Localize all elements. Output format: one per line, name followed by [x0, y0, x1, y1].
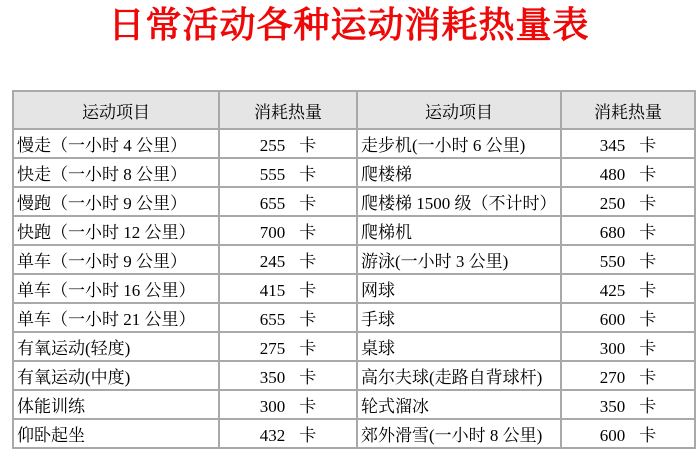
table-header — [13, 91, 695, 129]
left-value-cell — [219, 187, 357, 216]
right-unit: 卡 — [639, 223, 657, 242]
right-unit: 卡 — [639, 252, 657, 271]
left-unit: 卡 — [299, 281, 317, 300]
left-activity-cell: 快跑（一小时 12 公里） — [13, 216, 219, 245]
left-unit: 卡 — [299, 397, 317, 416]
left-value: 415 — [259, 281, 286, 300]
left-unit: 卡 — [299, 223, 317, 242]
table-row — [13, 129, 695, 158]
left-value: 275 — [259, 339, 286, 358]
left-value-cell — [219, 245, 357, 274]
left-activity-cell: 仰卧起坐 — [13, 419, 219, 448]
left-value-cell — [219, 274, 357, 303]
right-value-cell — [561, 216, 695, 245]
right-activity-cell: 网球 — [357, 274, 561, 303]
table-row — [13, 303, 695, 332]
calorie-table — [12, 90, 696, 449]
left-value: 700 — [259, 223, 286, 242]
left-value: 300 — [259, 397, 286, 416]
table-row — [13, 361, 695, 390]
left-unit: 卡 — [299, 165, 317, 184]
right-unit: 卡 — [639, 281, 657, 300]
right-activity-cell: 爬楼梯 1500 级（不计时） — [357, 187, 561, 216]
right-value: 480 — [599, 165, 626, 184]
right-activity-cell: 郊外滑雪(一小时 8 公里) — [357, 419, 561, 448]
right-activity-cell: 游泳(一小时 3 公里) — [357, 245, 561, 274]
table-row — [13, 332, 695, 361]
table-row — [13, 390, 695, 419]
right-value: 680 — [599, 223, 626, 242]
table-row — [13, 245, 695, 274]
right-value-cell — [561, 332, 695, 361]
right-activity-cell: 手球 — [357, 303, 561, 332]
left-unit: 卡 — [299, 368, 317, 387]
table-row — [13, 216, 695, 245]
left-value-cell — [219, 129, 357, 158]
right-activity-cell: 走步机(一小时 6 公里) — [357, 129, 561, 158]
left-activity-cell: 有氧运动(中度) — [13, 361, 219, 390]
table-row — [13, 274, 695, 303]
right-activity-cell: 轮式溜冰 — [357, 390, 561, 419]
right-unit: 卡 — [639, 426, 657, 445]
right-unit: 卡 — [639, 136, 657, 155]
left-activity-cell: 单车（一小时 16 公里） — [13, 274, 219, 303]
right-unit: 卡 — [639, 397, 657, 416]
right-unit: 卡 — [639, 194, 657, 213]
left-value-cell — [219, 361, 357, 390]
left-value: 350 — [259, 368, 286, 387]
left-value: 655 — [259, 194, 286, 213]
left-unit: 卡 — [299, 194, 317, 213]
left-activity-cell: 快走（一小时 8 公里） — [13, 158, 219, 187]
left-value-cell — [219, 158, 357, 187]
left-value-cell — [219, 390, 357, 419]
right-value: 250 — [599, 194, 626, 213]
right-value-cell — [561, 390, 695, 419]
right-value-cell — [561, 158, 695, 187]
right-value: 600 — [599, 426, 626, 445]
left-value-cell — [219, 303, 357, 332]
left-activity-cell: 单车（一小时 9 公里） — [13, 245, 219, 274]
column-header-activity-right: 运动项目 — [357, 91, 561, 129]
right-value-cell — [561, 129, 695, 158]
right-value-cell — [561, 187, 695, 216]
left-value: 555 — [259, 165, 286, 184]
column-header-calories-left: 消耗热量 — [219, 91, 357, 129]
table-body — [13, 129, 695, 448]
left-unit: 卡 — [299, 136, 317, 155]
right-activity-cell: 桌球 — [357, 332, 561, 361]
left-value: 245 — [259, 252, 286, 271]
right-value: 350 — [599, 397, 626, 416]
left-activity-cell: 体能训练 — [13, 390, 219, 419]
left-unit: 卡 — [299, 339, 317, 358]
left-unit: 卡 — [299, 426, 317, 445]
right-unit: 卡 — [639, 339, 657, 358]
right-unit: 卡 — [639, 165, 657, 184]
right-value-cell — [561, 274, 695, 303]
left-value-cell — [219, 216, 357, 245]
right-value-cell — [561, 419, 695, 448]
right-value: 345 — [599, 136, 626, 155]
page-title: 日常活动各种运动消耗热量表 — [108, 4, 590, 45]
right-activity-cell: 爬梯机 — [357, 216, 561, 245]
table-row — [13, 187, 695, 216]
table-row — [13, 419, 695, 448]
right-value: 300 — [599, 339, 626, 358]
right-value: 270 — [599, 368, 626, 387]
left-activity-cell: 单车（一小时 21 公里） — [13, 303, 219, 332]
left-value-cell — [219, 332, 357, 361]
left-activity-cell: 慢走（一小时 4 公里） — [13, 129, 219, 158]
right-unit: 卡 — [639, 368, 657, 387]
header-row — [13, 91, 695, 129]
right-value-cell — [561, 303, 695, 332]
right-activity-cell: 高尔夫球(走路自背球杆) — [357, 361, 561, 390]
left-value: 255 — [259, 136, 286, 155]
left-activity-cell: 有氧运动(轻度) — [13, 332, 219, 361]
left-unit: 卡 — [299, 310, 317, 329]
table-row — [13, 158, 695, 187]
right-value: 550 — [599, 252, 626, 271]
column-header-activity-left: 运动项目 — [13, 91, 219, 129]
right-value: 600 — [599, 310, 626, 329]
column-header-calories-right: 消耗热量 — [561, 91, 695, 129]
right-activity-cell: 爬楼梯 — [357, 158, 561, 187]
left-value: 655 — [259, 310, 286, 329]
right-value: 425 — [599, 281, 626, 300]
right-value-cell — [561, 361, 695, 390]
left-value: 432 — [259, 426, 286, 445]
right-unit: 卡 — [639, 310, 657, 329]
left-unit: 卡 — [299, 252, 317, 271]
left-value-cell — [219, 419, 357, 448]
right-value-cell — [561, 245, 695, 274]
left-activity-cell: 慢跑（一小时 9 公里） — [13, 187, 219, 216]
